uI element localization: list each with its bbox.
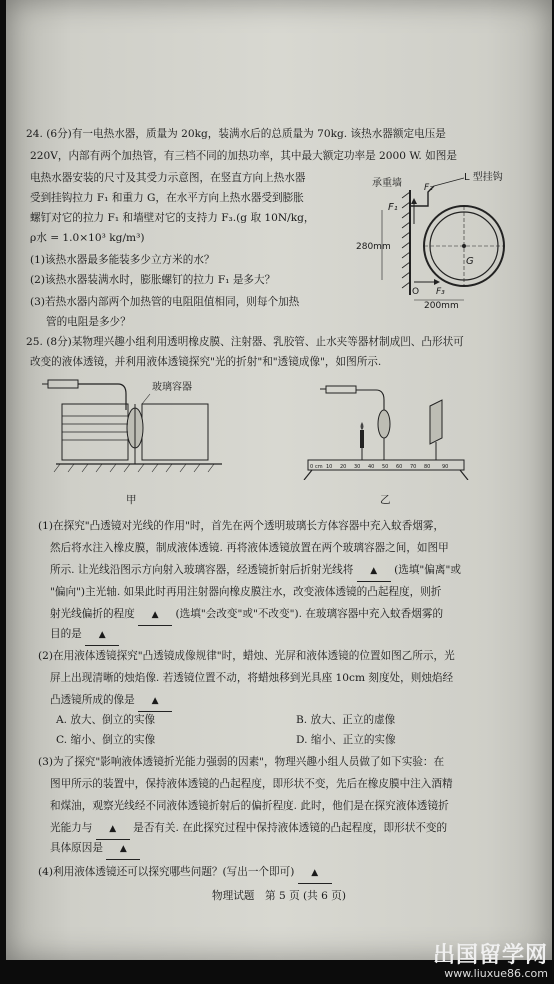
height-dim: 280mm	[356, 242, 391, 252]
answer-blank-2[interactable]: ▲	[138, 604, 172, 626]
q25-p4: (4)利用液体透镜还可以探究哪些问题？(写出一个即可) ▲	[38, 862, 332, 884]
q24-line-1: 24. (6分)有一电热水器，质量为 20kg，装满水后的总质量为 70kg. 该热水器额定电压是	[26, 128, 446, 140]
q24-line-2: 220V，内部有两个加热管，有三档不同的加热功率，其中最大额定功率是 2000 W. 如图是	[30, 150, 457, 162]
q25-p1-line-2: 然后将水注入橡皮膜，制成液体透镜. 再将液体透镜放置在两个玻璃容器之间，如图甲	[50, 542, 449, 554]
q25-p1-line-6: 目的是 ▲	[50, 624, 119, 646]
hook-label: L 型挂钩	[464, 172, 503, 183]
caption-jia: 甲	[126, 494, 137, 506]
answer-blank-3[interactable]: ▲	[85, 624, 119, 646]
q24-sub-1: (1)该热水器最多能装多少立方米的水？	[30, 254, 215, 266]
watermark-title: 出国留学网	[432, 943, 548, 968]
scale-10: 10	[326, 464, 333, 470]
scale-40: 40	[368, 464, 375, 470]
q25-p3-line-2: 图甲所示的装置中，保持液体透镜的凸起程度，即形状不变，先后在橡皮膜中注入酒精	[50, 778, 453, 790]
water-heater-figure	[352, 170, 542, 310]
q25-p3-line-5: 具体原因是 ▲	[50, 838, 140, 860]
scale-0: 0	[310, 464, 314, 470]
watermark-url: www.liuxue86.com	[444, 967, 548, 980]
q24-sub-3-cont: 管的电阻是多少？	[46, 316, 131, 328]
q25-p1-line-5: 射光线偏折的程度 ▲ (选填"会改变"或"不改变"). 在玻璃容器中充入蚊香烟雾的	[50, 604, 443, 626]
scale-90: 90	[442, 464, 449, 470]
option-a[interactable]: A. 放大、倒立的实像	[56, 714, 156, 726]
figure-jia	[42, 374, 232, 484]
f2-label: F₂	[424, 183, 433, 193]
q25-line-2: 改变的液体透镜，并利用液体透镜探究"光的折射"和"透镜成像"，如图所示.	[30, 356, 382, 368]
scale-30: 30	[354, 464, 361, 470]
q25-p1-line-3: 所示. 让光线沿图示方向射入玻璃容器，经透镜折射后折射光线将 ▲ (选填"偏离"或	[50, 560, 461, 582]
answer-blank-6[interactable]: ▲	[106, 838, 140, 860]
scale-20: 20	[340, 464, 347, 470]
q25-p3-line-1: (3)为了探究"影响液体透镜折光能力强弱的因素"，物理兴趣小组人员做了如下实验：在	[38, 756, 445, 768]
q24-line-3: 电热水器安装的尺寸及其受力示意图，在竖直方向上热水器	[30, 172, 306, 184]
answer-blank-7[interactable]: ▲	[298, 862, 332, 884]
answer-blank-4[interactable]: ▲	[138, 690, 172, 712]
f3-label: F₃	[436, 287, 445, 297]
scale-80: 80	[424, 464, 431, 470]
q25-p2-line-1: (2)在用液体透镜探究"凸透镜成像规律"时，蜡烛、光屏和液体透镜的位置如图乙所示，光	[38, 650, 455, 662]
scale-60: 60	[396, 464, 403, 470]
wall-label: 承重墙	[372, 178, 402, 189]
scale-70: 70	[410, 464, 417, 470]
q25-p3-line-3: 和煤油，观察光线经不同液体透镜折射后的偏折程度. 此时，他们是在探究液体透镜折	[50, 800, 449, 812]
q25-p1-line-4: "偏向")主光轴. 如果此时再用注射器向橡皮膜注水，改变液体透镜的凸起程度，则折	[50, 586, 442, 598]
g-label: G	[466, 256, 474, 267]
q25-p3-line-4: 光能力与 ▲ 是否有关. 在此探究过程中保持液体透镜的凸起程度，即形状不变的	[50, 818, 447, 840]
page-footer: 物理试题 第 5 页 (共 6 页)	[212, 890, 346, 902]
q25-line-1: 25. (8分)某物理兴趣小组利用透明橡皮膜、注射器、乳胶管、止水夹等器材制成凹、凸形状可	[26, 336, 464, 348]
exam-page	[6, 0, 552, 960]
option-d[interactable]: D. 缩小、正立的实像	[296, 734, 396, 746]
q25-p2-line-3: 凸透镜所成的像是 ▲	[50, 690, 172, 712]
scale-cm: cm	[315, 464, 323, 470]
f1-label: F₁	[388, 202, 398, 213]
scale-50: 50	[382, 464, 389, 470]
option-b[interactable]: B. 放大、正立的虚像	[296, 714, 396, 726]
q25-p2-line-2: 屏上出现清晰的烛焰像. 若透镜位置不动，将蜡烛移到光具座 10cm 刻度处，则烛焰经	[50, 672, 454, 684]
q24-sub-3: (3)若热水器内部两个加热管的电阻阻值相同，则每个加热	[30, 296, 300, 308]
q24-line-6: ρ水 = 1.0×10³ kg/m³)	[30, 232, 145, 244]
caption-yi: 乙	[380, 494, 391, 506]
q24-sub-2: (2)该热水器装满水时，膨胀螺钉的拉力 F₁ 是多大？	[30, 274, 276, 286]
q25-p1-line-1: (1)在探究"凸透镜对光线的作用"时，首先在两个透明玻璃长方体容器中充入蚊香烟雾，	[38, 520, 445, 532]
width-dim: 200mm	[424, 301, 459, 310]
figure-yi	[296, 382, 471, 480]
answer-blank-1[interactable]: ▲	[357, 560, 391, 582]
glass-container-label: 玻璃容器	[152, 382, 192, 393]
q24-line-4: 受到挂钩拉力 F₁ 和重力 G，在水平方向上热水器受到膨胀	[30, 192, 304, 204]
option-c[interactable]: C. 缩小、倒立的实像	[56, 734, 156, 746]
answer-blank-5[interactable]: ▲	[96, 818, 130, 840]
site-watermark	[398, 944, 548, 980]
o-label: O	[412, 287, 420, 297]
q24-line-5: 螺钉对它的拉力 F₁ 和墙壁对它的支持力 F₃.(g 取 10N/kg，	[30, 212, 315, 224]
